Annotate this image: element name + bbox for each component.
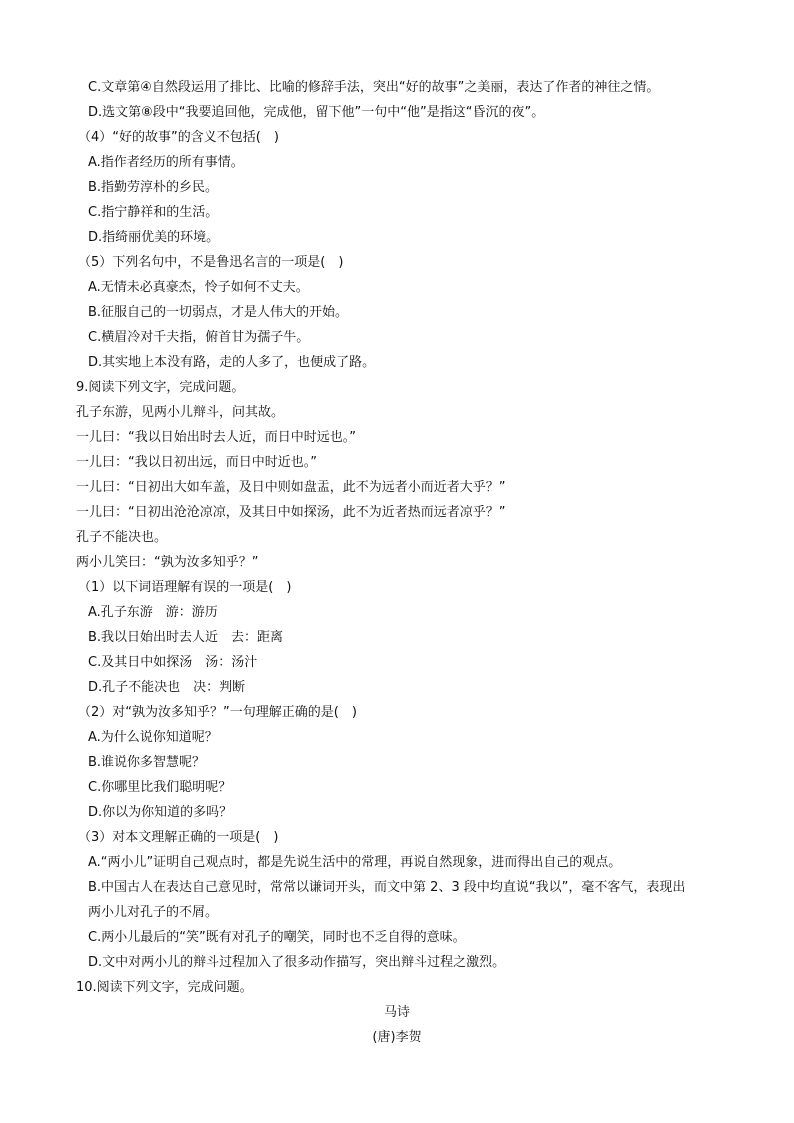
passage-text: 一儿曰：“我以日初出远，而日中时近也。” xyxy=(76,455,317,470)
passage-text: 一儿曰：“我以日始出时去人近，而日中时远也。” xyxy=(76,430,356,445)
option-text: D.其实地上本没有路，走的人多了，也便成了路。 xyxy=(88,355,376,370)
option-text: D.选文第⑧段中“我要追回他，完成他，留下他”一句中“他”是指这“昏沉的夜”。 xyxy=(88,105,545,120)
question-stem: （4）“好的故事”的含义不包括( ) xyxy=(78,130,279,145)
option-text: 两小儿对孔子的不屑。 xyxy=(88,905,219,920)
option-text: C.你哪里比我们聪明呢？ xyxy=(88,780,232,795)
section-heading: 10.阅读下列文字，完成问题。 xyxy=(76,980,253,995)
passage-text: 两小儿笑曰：“孰为汝多知乎？” xyxy=(76,555,259,570)
poem-title: 马诗 xyxy=(383,1005,410,1020)
option-text: D.文中对两小儿的辩斗过程加入了很多动作描写，突出辩斗过程之激烈。 xyxy=(88,955,506,970)
passage-text: 一儿曰：“日初出沧沧凉凉，及其日中如探汤，此不为近者热而远者凉乎？” xyxy=(76,505,506,520)
question-stem: （3）对本文理解正确的一项是( ) xyxy=(78,830,279,845)
option-text: B.我以日始出时去人近 去：距离 xyxy=(88,630,284,645)
question-stem: （2）对“孰为汝多知乎？”一句理解正确的是( ) xyxy=(78,705,357,720)
passage-text: 孔子不能决也。 xyxy=(76,530,168,545)
option-text: D.指绮丽优美的环境。 xyxy=(88,230,220,245)
option-text: B.指勤劳淳朴的乡民。 xyxy=(88,180,219,195)
option-text: A.无情未必真豪杰，怜子如何不丈夫。 xyxy=(88,280,309,295)
option-text: D.孔子不能决也 决：判断 xyxy=(88,680,246,695)
passage-text: 一儿曰：“日初出大如车盖，及日中则如盘盂，此不为远者小而近者大乎？” xyxy=(76,480,506,495)
option-text: A.“两小儿”证明自己观点时，都是先说生活中的常理，再说自然现象，进而得出自己的观点。 xyxy=(88,855,622,870)
section-heading: 9.阅读下列文字，完成问题。 xyxy=(76,380,245,395)
option-text: B.中国古人在表达自己意见时，常常以谦词开头，而文中第 2、3 段中均直说“我以”，毫不客气，表现出 xyxy=(88,880,686,895)
option-text: A.孔子东游 游：游历 xyxy=(88,605,218,620)
option-text: C.横眉冷对千夫指，俯首甘为孺子牛。 xyxy=(88,330,310,345)
question-stem: （5）下列名句中，不是鲁迅名言的一项是( ) xyxy=(78,255,344,270)
option-text: C.文章第④自然段运用了排比、比喻的修辞手法，突出“好的故事”之美丽，表达了作者的神往之情。 xyxy=(88,80,660,95)
poem-author: (唐)李贺 xyxy=(372,1030,422,1045)
option-text: B.征服自己的一切弱点，才是人伟大的开始。 xyxy=(88,305,349,320)
option-text: D.你以为你知道的多吗？ xyxy=(88,805,233,820)
option-text: A.指作者经历的所有事情。 xyxy=(88,155,244,170)
option-text: A.为什么说你知道呢？ xyxy=(88,730,218,745)
passage-text: 孔子东游，见两小儿辩斗，问其故。 xyxy=(76,405,285,420)
option-text: B.谁说你多智慧呢？ xyxy=(88,755,206,770)
option-text: C.两小儿最后的“笑”既有对孔子的嘲笑，同时也不乏自得的意味。 xyxy=(88,930,466,945)
option-text: C.指宁静祥和的生活。 xyxy=(88,205,219,220)
option-text: C.及其日中如探汤 汤：汤汁 xyxy=(88,655,258,670)
question-stem: （1）以下词语理解有误的一项是( ) xyxy=(78,580,292,595)
